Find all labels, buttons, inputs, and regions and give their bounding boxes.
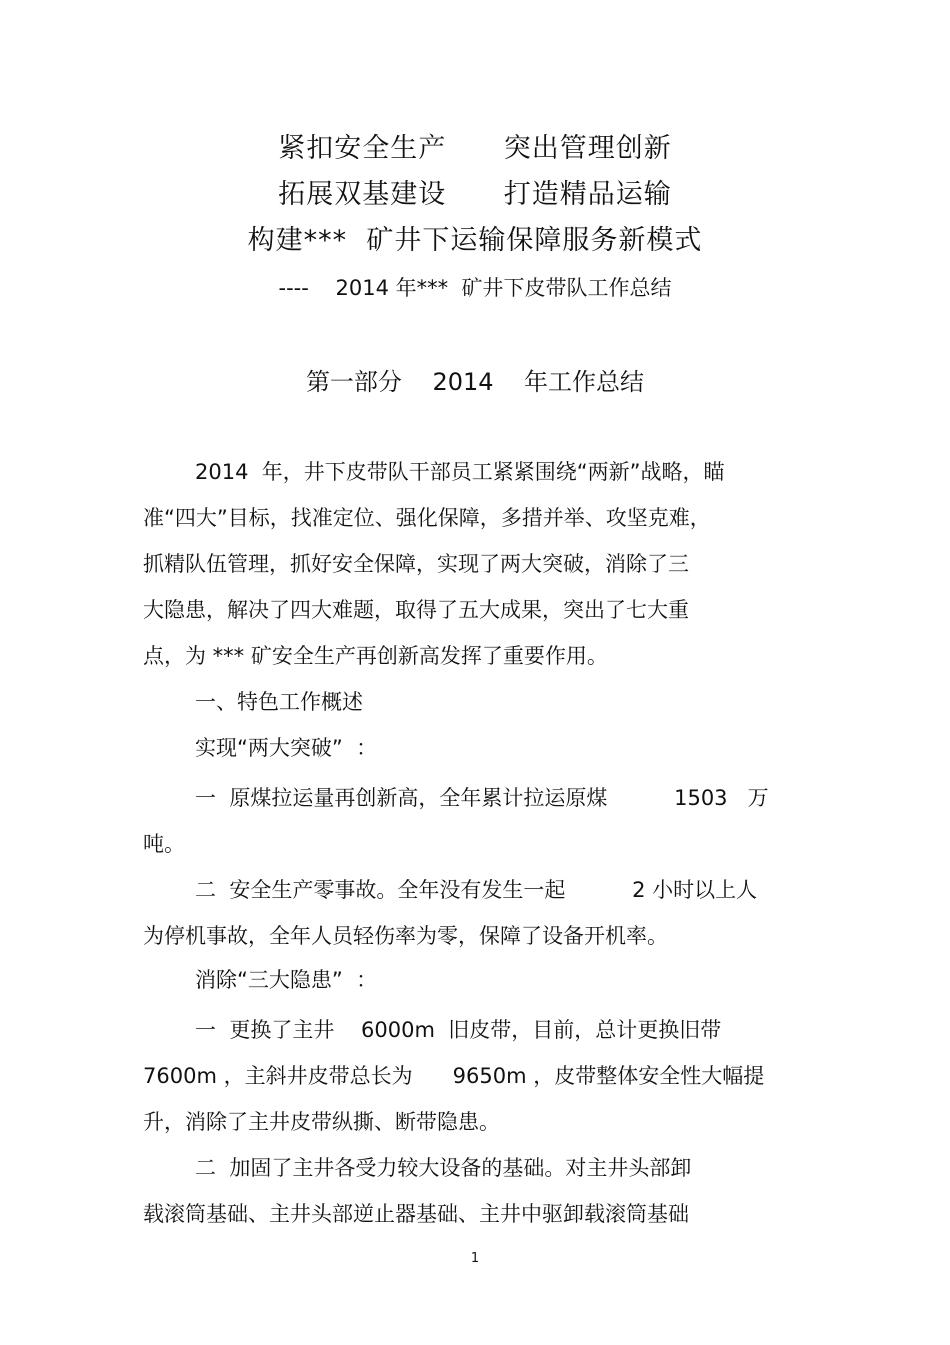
body-line-15: 升，消除了主井皮带纵撕、断带隐患。 — [143, 1110, 500, 1134]
body-line-9: 吨。 — [143, 832, 185, 856]
body-line-3: 抓精队伍管理，抓好安全保障，实现了两大突破，消除了三 — [143, 552, 689, 576]
title-line-3: 构建*** 矿井下运输保障服务新模式 — [247, 225, 703, 256]
body-line-4: 大隐患，解决了四大难题，取得了五大成果，突出了七大重 — [143, 598, 689, 622]
body-line-16: 二 加固了主井各受力较大设备的基础。对主井头部卸 — [195, 1156, 692, 1180]
section-heading: 第一部分 2014 年工作总结 — [305, 368, 645, 396]
body-line-10: 二 安全生产零事故。全年没有发生一起 2 小时以上人 — [195, 878, 758, 902]
heading-feature-overview: 一、特色工作概述 — [195, 690, 363, 714]
body-line-8: 一 原煤拉运量再创新高，全年累计拉运原煤 1503 万 — [195, 786, 769, 810]
body-line-14: 7600m ，主斜井皮带总长为 9650m ，皮带整体安全性大幅提 — [143, 1064, 765, 1088]
body-line-13: 一 更换了主井 6000m 旧皮带，目前，总计更换旧带 — [195, 1018, 722, 1042]
subheading-three-hazards: 消除“三大隐患” ： — [195, 968, 378, 992]
body-line-11: 为停机事故，全年人员轻伤率为零，保障了设备开机率。 — [143, 924, 668, 948]
body-line-17: 载滚筒基础、主井头部逆止器基础、主井中驱卸载滚筒基础 — [143, 1202, 689, 1226]
body-line-2: 准“四大”目标，找准定位、强化保障，多措并举、攻坚克难， — [143, 506, 711, 530]
page-number: 1 — [470, 1251, 480, 1266]
body-line-5: 点，为 *** 矿安全生产再创新高发挥了重要作用。 — [143, 644, 608, 668]
title-line-1: 紧扣安全生产 突出管理创新 — [278, 133, 672, 164]
subheading-two-breakthroughs: 实现“两大突破” ： — [195, 736, 378, 760]
title-line-2: 拓展双基建设 打造精品运输 — [278, 179, 672, 210]
body-line-1: 2014 年，井下皮带队干部员工紧紧围绕“两新”战略，瞄 — [195, 460, 725, 484]
subtitle: ---- 2014 年*** 矿井下皮带队工作总结 — [278, 276, 672, 300]
